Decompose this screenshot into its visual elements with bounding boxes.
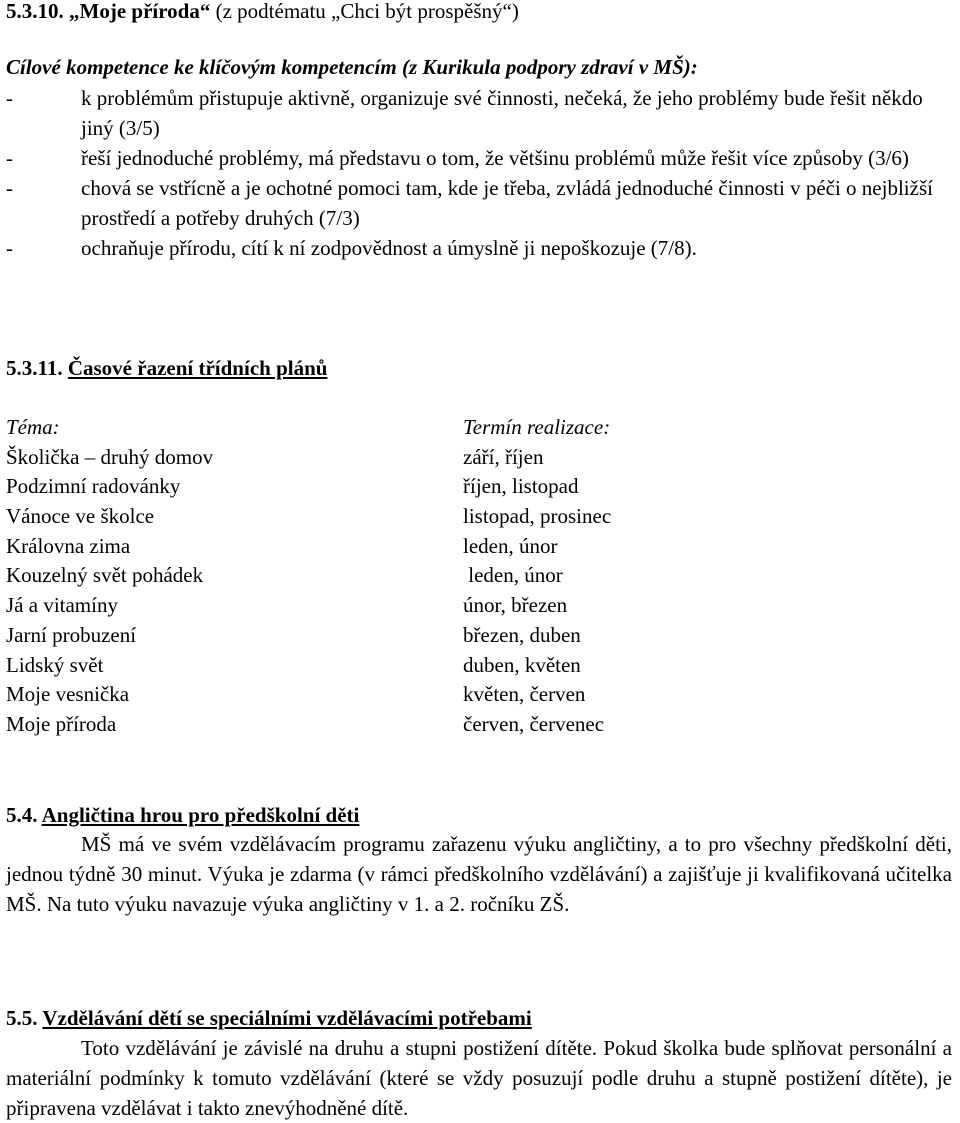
theme-cell: Moje příroda (6, 711, 117, 736)
theme-cell: Já a vitamíny (6, 593, 118, 618)
section-number: 5.3.11. (6, 356, 63, 380)
section-title: Časové řazení třídních plánů (67, 356, 328, 380)
section-title: Vzdělávání dětí se speciálními vzdělávacími potřebami (42, 1006, 532, 1030)
list-dash: - (6, 176, 13, 200)
theme-cell: Vánoce ve školce (6, 504, 155, 529)
section-subtitle: (z podtématu „Chci být prospěšný“) (215, 0, 519, 23)
list-item-text: k problémům přistupuje aktivně, organizuje své činnosti, nečeká, že jeho problémy bude řešit někdo jiný (3/5) (81, 86, 923, 140)
theme-cell: Kouzelný svět pohádek (6, 563, 204, 588)
theme-cell: Královna zima (6, 533, 131, 558)
section-5-5-heading (6, 1003, 532, 1033)
term-cell: leden, únor (463, 533, 558, 558)
section-5-3-11-heading (6, 353, 327, 383)
section-5-5-body: Toto vzdělávání je závislé na druhu a stupni postižení dítěte. Pokud školka bude splňovat personální a materiální podmínky k tomuto vzdělávání (které se vždy posuzují podle druhu a stupně postižení dítěte), je připravena vzdělávat i takto znevýhodněné dítě. (6, 1036, 952, 1120)
term-cell: listopad, prosinec (463, 504, 612, 529)
section-title: Angličtina hrou pro předškolní děti (41, 803, 360, 827)
term-cell: leden, únor (463, 563, 563, 588)
theme-cell: Podzimní radovánky (6, 474, 181, 499)
list-item (6, 83, 956, 143)
term-cell: červen, červenec (463, 711, 605, 736)
list-dash: - (6, 146, 13, 170)
term-column-header: Termín realizace: (463, 415, 611, 439)
term-cell: září, říjen (463, 444, 544, 469)
section-5-3-10-heading (6, 0, 519, 26)
term-cell: květen, červen (463, 682, 586, 707)
theme-cell: Školička – druhý domov (6, 444, 214, 469)
section-number: 5.3.10. (6, 0, 64, 23)
competences-heading: Cílové kompetence ke klíčovým kompetencím (z Kurikula podpory zdraví v MŠ): (6, 55, 698, 79)
section-5-4-heading (6, 800, 359, 830)
list-item (6, 173, 956, 233)
term-cell: říjen, listopad (463, 474, 579, 499)
list-item-text: chová se vstřícně a je ochotné pomoci tam, kde je třeba, zvládá jednoduché činnosti v péči o nejbližší prostředí a potřeby druhých (7/3) (81, 176, 933, 230)
section-number: 5.5. (6, 1006, 38, 1030)
list-item (6, 143, 956, 173)
section-5-4-body: MŠ má ve svém vzdělávacím programu zařazenu výuku angličtiny, a to pro všechny předškolní děti, jednou týdně 30 minut. Výuka je zdarma (v rámci předškolního vzdělávání) a zajišťuje ji kvalifikovaná učitelka MŠ. Na tuto výuku navazuje výuka angličtiny v 1. a 2. ročníku ZŠ. (6, 832, 952, 916)
section-number: 5.4. (6, 803, 38, 827)
theme-cell: Jarní probuzení (6, 622, 137, 647)
competences-list (6, 83, 956, 263)
list-item-text: řeší jednoduché problémy, má představu o tom, že většinu problémů může řešit více způsoby (3/6) (81, 146, 909, 170)
section-title: „Moje příroda“ (69, 0, 211, 23)
list-dash: - (6, 86, 13, 110)
theme-column (6, 412, 446, 739)
theme-column-header: Téma: (6, 415, 60, 439)
list-item-text: ochraňuje přírodu, cítí k ní zodpovědnost a úmyslně ji nepoškozuje (7/8). (81, 236, 697, 260)
term-cell: duben, květen (463, 652, 581, 677)
theme-cell: Lidský svět (6, 652, 104, 677)
theme-cell: Moje vesnička (6, 682, 130, 707)
term-cell: únor, březen (463, 593, 568, 618)
list-item (6, 233, 956, 263)
list-dash: - (6, 236, 13, 260)
term-column (463, 412, 903, 739)
term-cell: březen, duben (463, 622, 581, 647)
